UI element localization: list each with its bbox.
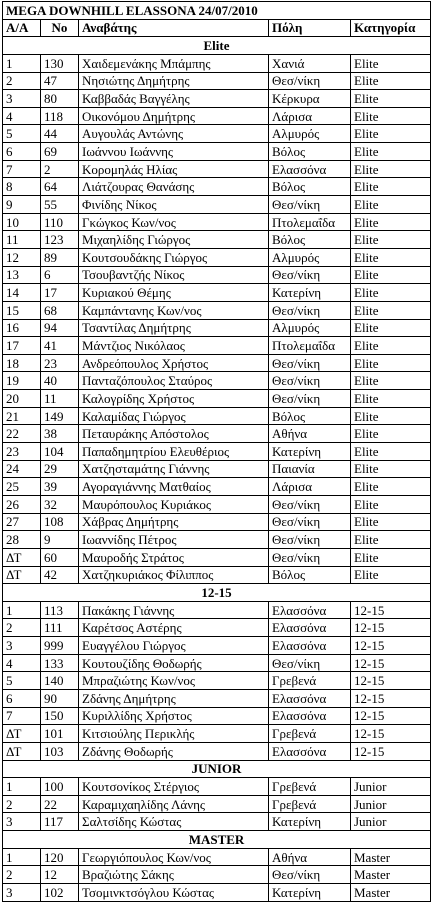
number-cell: 94: [41, 319, 79, 337]
section-header-row: [3, 760, 431, 778]
number-cell: 113: [41, 601, 79, 619]
rider-cell: Τσαντίλας Δημήτρης: [79, 319, 269, 337]
table-row: [3, 848, 431, 866]
table-row: [3, 301, 431, 319]
city-cell: Ελασσόνα: [269, 160, 351, 178]
rank-cell: 11: [3, 231, 41, 249]
number-cell: 44: [41, 125, 79, 143]
city-cell: Χανιά: [269, 54, 351, 72]
header-city: Πόλη: [269, 19, 351, 37]
rank-cell: 3: [3, 637, 41, 655]
header-number: No: [41, 19, 79, 37]
rank-cell: ΔΤ: [3, 725, 41, 743]
number-cell: 60: [41, 548, 79, 566]
rider-cell: Καμπάντανης Κων/νος: [79, 301, 269, 319]
rank-cell: 26: [3, 495, 41, 513]
rank-cell: 1: [3, 601, 41, 619]
city-cell: Αλμυρός: [269, 125, 351, 143]
number-cell: 40: [41, 372, 79, 390]
category-cell: Elite: [351, 337, 431, 355]
category-cell: Elite: [351, 513, 431, 531]
table-row: [3, 460, 431, 478]
number-cell: 38: [41, 425, 79, 443]
number-cell: 12: [41, 866, 79, 884]
table-row: [3, 72, 431, 90]
category-cell: 12-15: [351, 742, 431, 760]
city-cell: Θεσ/νίκη: [269, 513, 351, 531]
city-cell: Κατερίνη: [269, 813, 351, 831]
results-table: [2, 1, 431, 902]
number-cell: 150: [41, 707, 79, 725]
number-cell: 23: [41, 354, 79, 372]
table-row: [3, 742, 431, 760]
category-cell: Elite: [351, 390, 431, 408]
rider-cell: Καλαμίδας Γιώργος: [79, 407, 269, 425]
number-cell: 47: [41, 72, 79, 90]
rider-cell: Βραζιώτης Σάκης: [79, 866, 269, 884]
category-cell: Elite: [351, 407, 431, 425]
table-row: [3, 284, 431, 302]
number-cell: 120: [41, 848, 79, 866]
city-cell: Θεσ/νίκη: [269, 866, 351, 884]
table-row: [3, 637, 431, 655]
city-cell: Γρεβενά: [269, 725, 351, 743]
table-row: [3, 390, 431, 408]
table-row: [3, 531, 431, 549]
table-row: [3, 248, 431, 266]
number-cell: 130: [41, 54, 79, 72]
rank-cell: 2: [3, 619, 41, 637]
rider-cell: Μιχαηλίδης Γιώργος: [79, 231, 269, 249]
rider-cell: Φινίδης Νίκος: [79, 196, 269, 214]
category-cell: Elite: [351, 54, 431, 72]
table-row: [3, 125, 431, 143]
city-cell: Ελασσόνα: [269, 689, 351, 707]
rider-cell: Μαυρόπουλος Κυριάκος: [79, 495, 269, 513]
table-row: [3, 654, 431, 672]
city-cell: Κέρκυρα: [269, 90, 351, 108]
rider-cell: Ζδάνης Θοδωρής: [79, 742, 269, 760]
rider-cell: Καραμιχαηλίδης Λάνης: [79, 795, 269, 813]
category-cell: 12-15: [351, 707, 431, 725]
rank-cell: 13: [3, 266, 41, 284]
section-title: 12-15: [3, 584, 431, 602]
category-cell: Elite: [351, 90, 431, 108]
rank-cell: 1: [3, 54, 41, 72]
table-row: [3, 601, 431, 619]
rider-cell: Χατζησταμάτης Γιάννης: [79, 460, 269, 478]
category-cell: Elite: [351, 213, 431, 231]
category-cell: Elite: [351, 231, 431, 249]
rank-cell: 18: [3, 354, 41, 372]
city-cell: Αλμυρός: [269, 248, 351, 266]
city-cell: Πτολεμαΐδα: [269, 213, 351, 231]
category-cell: Elite: [351, 531, 431, 549]
city-cell: Βόλος: [269, 407, 351, 425]
number-cell: 100: [41, 778, 79, 796]
city-cell: Αθήνα: [269, 425, 351, 443]
city-cell: Παιανία: [269, 460, 351, 478]
header-category: Κατηγορία: [351, 19, 431, 37]
rider-cell: Χαιδεμενάκης Μπάμπης: [79, 54, 269, 72]
table-row: [3, 707, 431, 725]
rider-cell: Νησιώτης Δημήτρης: [79, 72, 269, 90]
rider-cell: Καρέτσος Αστέρης: [79, 619, 269, 637]
category-cell: 12-15: [351, 689, 431, 707]
header-rider: Αναβάτης: [79, 19, 269, 37]
city-cell: Βόλος: [269, 178, 351, 196]
city-cell: Ελασσόνα: [269, 637, 351, 655]
number-cell: 111: [41, 619, 79, 637]
rank-cell: 25: [3, 478, 41, 496]
number-cell: 9: [41, 531, 79, 549]
category-cell: Elite: [351, 460, 431, 478]
rank-cell: 6: [3, 689, 41, 707]
rider-cell: Μάντζιος Νικόλαος: [79, 337, 269, 355]
category-cell: Elite: [351, 301, 431, 319]
city-cell: Θεσ/νίκη: [269, 390, 351, 408]
table-row: [3, 266, 431, 284]
category-cell: 12-15: [351, 637, 431, 655]
number-cell: 80: [41, 90, 79, 108]
rank-cell: 5: [3, 672, 41, 690]
category-cell: 12-15: [351, 725, 431, 743]
category-cell: Elite: [351, 266, 431, 284]
table-row: [3, 407, 431, 425]
number-cell: 118: [41, 107, 79, 125]
table-row: [3, 513, 431, 531]
rider-cell: Πακάκης Γιάννης: [79, 601, 269, 619]
city-cell: Θεσ/νίκη: [269, 531, 351, 549]
table-row: [3, 443, 431, 461]
number-cell: 999: [41, 637, 79, 655]
city-cell: Θεσ/νίκη: [269, 495, 351, 513]
city-cell: Ελασσόνα: [269, 601, 351, 619]
rank-cell: 2: [3, 72, 41, 90]
number-cell: 69: [41, 143, 79, 161]
category-cell: Elite: [351, 425, 431, 443]
number-cell: 133: [41, 654, 79, 672]
rider-cell: Τσουβαντζής Νίκος: [79, 266, 269, 284]
rank-cell: 24: [3, 460, 41, 478]
city-cell: Κατερίνη: [269, 284, 351, 302]
category-cell: Elite: [351, 248, 431, 266]
table-row: [3, 54, 431, 72]
rank-cell: 16: [3, 319, 41, 337]
rank-cell: 4: [3, 654, 41, 672]
table-row: [3, 372, 431, 390]
rider-cell: Οικονόμου Δημήτρης: [79, 107, 269, 125]
rider-cell: Κουτσουδάκης Γιώργος: [79, 248, 269, 266]
rider-cell: Κορομηλάς Ηλίας: [79, 160, 269, 178]
category-cell: Junior: [351, 795, 431, 813]
category-cell: Elite: [351, 107, 431, 125]
rider-cell: Καββαδάς Βαγγέλης: [79, 90, 269, 108]
table-row: [3, 866, 431, 884]
table-row: [3, 196, 431, 214]
category-cell: Elite: [351, 178, 431, 196]
rank-cell: 12: [3, 248, 41, 266]
rank-cell: 9: [3, 196, 41, 214]
rider-cell: Κουτσονίκος Στέργιος: [79, 778, 269, 796]
rider-cell: Λιάτζουρας Θανάσης: [79, 178, 269, 196]
category-cell: Elite: [351, 319, 431, 337]
city-cell: Θεσ/νίκη: [269, 372, 351, 390]
rider-cell: Κυριακού Θέμης: [79, 284, 269, 302]
rank-cell: 1: [3, 848, 41, 866]
category-cell: Elite: [351, 443, 431, 461]
rider-cell: Τσομινκτσόγλου Κώστας: [79, 884, 269, 902]
table-row: [3, 566, 431, 584]
number-cell: 117: [41, 813, 79, 831]
category-cell: Elite: [351, 566, 431, 584]
city-cell: Λάρισα: [269, 107, 351, 125]
category-cell: Elite: [351, 160, 431, 178]
number-cell: 39: [41, 478, 79, 496]
city-cell: Αλμυρός: [269, 319, 351, 337]
city-cell: Θεσ/νίκη: [269, 548, 351, 566]
category-cell: Elite: [351, 196, 431, 214]
section-header-row: [3, 584, 431, 602]
table-row: [3, 213, 431, 231]
category-cell: Elite: [351, 143, 431, 161]
city-cell: Θεσ/νίκη: [269, 196, 351, 214]
table-row: [3, 672, 431, 690]
table-row: [3, 725, 431, 743]
city-cell: Γρεβενά: [269, 795, 351, 813]
table-row: [3, 495, 431, 513]
number-cell: 108: [41, 513, 79, 531]
city-cell: Ελασσόνα: [269, 742, 351, 760]
city-cell: Κατερίνη: [269, 443, 351, 461]
table-row: [3, 478, 431, 496]
category-cell: Elite: [351, 548, 431, 566]
table-row: [3, 548, 431, 566]
rider-cell: Πεταυράκης Απόστολος: [79, 425, 269, 443]
number-cell: 41: [41, 337, 79, 355]
results-body: [3, 2, 431, 902]
category-cell: 12-15: [351, 654, 431, 672]
rider-cell: Αγοραγιάννης Ματθαίος: [79, 478, 269, 496]
rider-cell: Χάβρας Δημήτρης: [79, 513, 269, 531]
table-row: [3, 160, 431, 178]
category-cell: Master: [351, 848, 431, 866]
rank-cell: 4: [3, 107, 41, 125]
rider-cell: Κυριλλίδης Χρήστος: [79, 707, 269, 725]
rank-cell: 2: [3, 795, 41, 813]
table-row: [3, 354, 431, 372]
table-row: [3, 319, 431, 337]
category-cell: Junior: [351, 778, 431, 796]
number-cell: 6: [41, 266, 79, 284]
city-cell: Κατερίνη: [269, 884, 351, 902]
city-cell: Λάρισα: [269, 478, 351, 496]
number-cell: 103: [41, 742, 79, 760]
rider-cell: Αυγουλάς Αντώνης: [79, 125, 269, 143]
rider-cell: Πανταζόπουλος Σταύρος: [79, 372, 269, 390]
number-cell: 68: [41, 301, 79, 319]
section-title: MASTER: [3, 831, 431, 849]
category-cell: Elite: [351, 478, 431, 496]
rank-cell: 2: [3, 866, 41, 884]
rank-cell: 1: [3, 778, 41, 796]
rider-cell: Ιωαννίδης Πέτρος: [79, 531, 269, 549]
city-cell: Βόλος: [269, 566, 351, 584]
category-cell: 12-15: [351, 672, 431, 690]
rider-cell: Ιωάννου Ιωάννης: [79, 143, 269, 161]
category-cell: Elite: [351, 125, 431, 143]
city-cell: Πτολεμαΐδα: [269, 337, 351, 355]
rank-cell: 23: [3, 443, 41, 461]
rank-cell: ΔΤ: [3, 742, 41, 760]
page-title: MEGA DOWNHILL ELASSONA 24/07/2010: [3, 2, 431, 20]
category-cell: Junior: [351, 813, 431, 831]
rank-cell: 22: [3, 425, 41, 443]
rank-cell: 21: [3, 407, 41, 425]
category-cell: Elite: [351, 284, 431, 302]
rank-cell: 7: [3, 707, 41, 725]
number-cell: 2: [41, 160, 79, 178]
rank-cell: 5: [3, 125, 41, 143]
number-cell: 17: [41, 284, 79, 302]
city-cell: Βόλος: [269, 143, 351, 161]
section-header-row: [3, 37, 431, 55]
number-cell: 42: [41, 566, 79, 584]
header-rank: Α/Α: [3, 19, 41, 37]
section-title: JUNIOR: [3, 760, 431, 778]
number-cell: 140: [41, 672, 79, 690]
table-row: [3, 425, 431, 443]
number-cell: 102: [41, 884, 79, 902]
category-cell: Elite: [351, 354, 431, 372]
number-cell: 89: [41, 248, 79, 266]
table-row: [3, 884, 431, 902]
table-row: [3, 143, 431, 161]
rider-cell: Καλογρίδης Χρήστος: [79, 390, 269, 408]
rank-cell: 19: [3, 372, 41, 390]
category-cell: Elite: [351, 72, 431, 90]
city-cell: Ελασσόνα: [269, 707, 351, 725]
section-header-row: [3, 831, 431, 849]
rank-cell: 3: [3, 813, 41, 831]
rank-cell: 7: [3, 160, 41, 178]
rank-cell: 10: [3, 213, 41, 231]
rider-cell: Ευαγγέλου Γιώργος: [79, 637, 269, 655]
rank-cell: 3: [3, 90, 41, 108]
rider-cell: Ζδάνης Δημήτρης: [79, 689, 269, 707]
number-cell: 11: [41, 390, 79, 408]
table-row: [3, 107, 431, 125]
category-cell: Elite: [351, 372, 431, 390]
rider-cell: Παπαδημητρίου Ελευθέριος: [79, 443, 269, 461]
number-cell: 32: [41, 495, 79, 513]
city-cell: Γρεβενά: [269, 672, 351, 690]
number-cell: 110: [41, 213, 79, 231]
number-cell: 149: [41, 407, 79, 425]
number-cell: 90: [41, 689, 79, 707]
rider-cell: Χατζηκυριάκος Φίλιππος: [79, 566, 269, 584]
rank-cell: 27: [3, 513, 41, 531]
table-row: [3, 689, 431, 707]
table-row: [3, 90, 431, 108]
table-row: [3, 813, 431, 831]
category-cell: Master: [351, 884, 431, 902]
rider-cell: Κιτσιούλης Περικλής: [79, 725, 269, 743]
city-cell: Ελασσόνα: [269, 619, 351, 637]
number-cell: 29: [41, 460, 79, 478]
rank-cell: 17: [3, 337, 41, 355]
rank-cell: 14: [3, 284, 41, 302]
table-row: [3, 778, 431, 796]
rank-cell: 6: [3, 143, 41, 161]
table-row: [3, 619, 431, 637]
rank-cell: 3: [3, 884, 41, 902]
city-cell: Θεσ/νίκη: [269, 266, 351, 284]
category-cell: 12-15: [351, 601, 431, 619]
city-cell: Αθήνα: [269, 848, 351, 866]
rank-cell: 20: [3, 390, 41, 408]
number-cell: 104: [41, 443, 79, 461]
header-row: [3, 19, 431, 37]
city-cell: Θεσ/νίκη: [269, 654, 351, 672]
city-cell: Γρεβενά: [269, 778, 351, 796]
number-cell: 123: [41, 231, 79, 249]
rank-cell: 15: [3, 301, 41, 319]
category-cell: 12-15: [351, 619, 431, 637]
category-cell: Elite: [351, 495, 431, 513]
table-row: [3, 231, 431, 249]
number-cell: 22: [41, 795, 79, 813]
rank-cell: 28: [3, 531, 41, 549]
title-row: [3, 2, 431, 20]
category-cell: Master: [351, 866, 431, 884]
rider-cell: Μπραζιώτης Κων/νος: [79, 672, 269, 690]
rider-cell: Γκώγκος Κων/νος: [79, 213, 269, 231]
number-cell: 55: [41, 196, 79, 214]
table-row: [3, 795, 431, 813]
rider-cell: Γεωργιόπουλος Κων/νος: [79, 848, 269, 866]
rank-cell: ΔΤ: [3, 548, 41, 566]
city-cell: Θεσ/νίκη: [269, 72, 351, 90]
number-cell: 64: [41, 178, 79, 196]
number-cell: 101: [41, 725, 79, 743]
rank-cell: 8: [3, 178, 41, 196]
section-title: Elite: [3, 37, 431, 55]
table-row: [3, 178, 431, 196]
table-row: [3, 337, 431, 355]
city-cell: Θεσ/νίκη: [269, 354, 351, 372]
rank-cell: ΔΤ: [3, 566, 41, 584]
rider-cell: Μαυροδής Στράτος: [79, 548, 269, 566]
rider-cell: Κουτουζίδης Θοδωρής: [79, 654, 269, 672]
rider-cell: Σαλτσίδης Κώστας: [79, 813, 269, 831]
city-cell: Βόλος: [269, 231, 351, 249]
rider-cell: Ανδρεόπουλος Χρήστος: [79, 354, 269, 372]
city-cell: Θεσ/νίκη: [269, 301, 351, 319]
